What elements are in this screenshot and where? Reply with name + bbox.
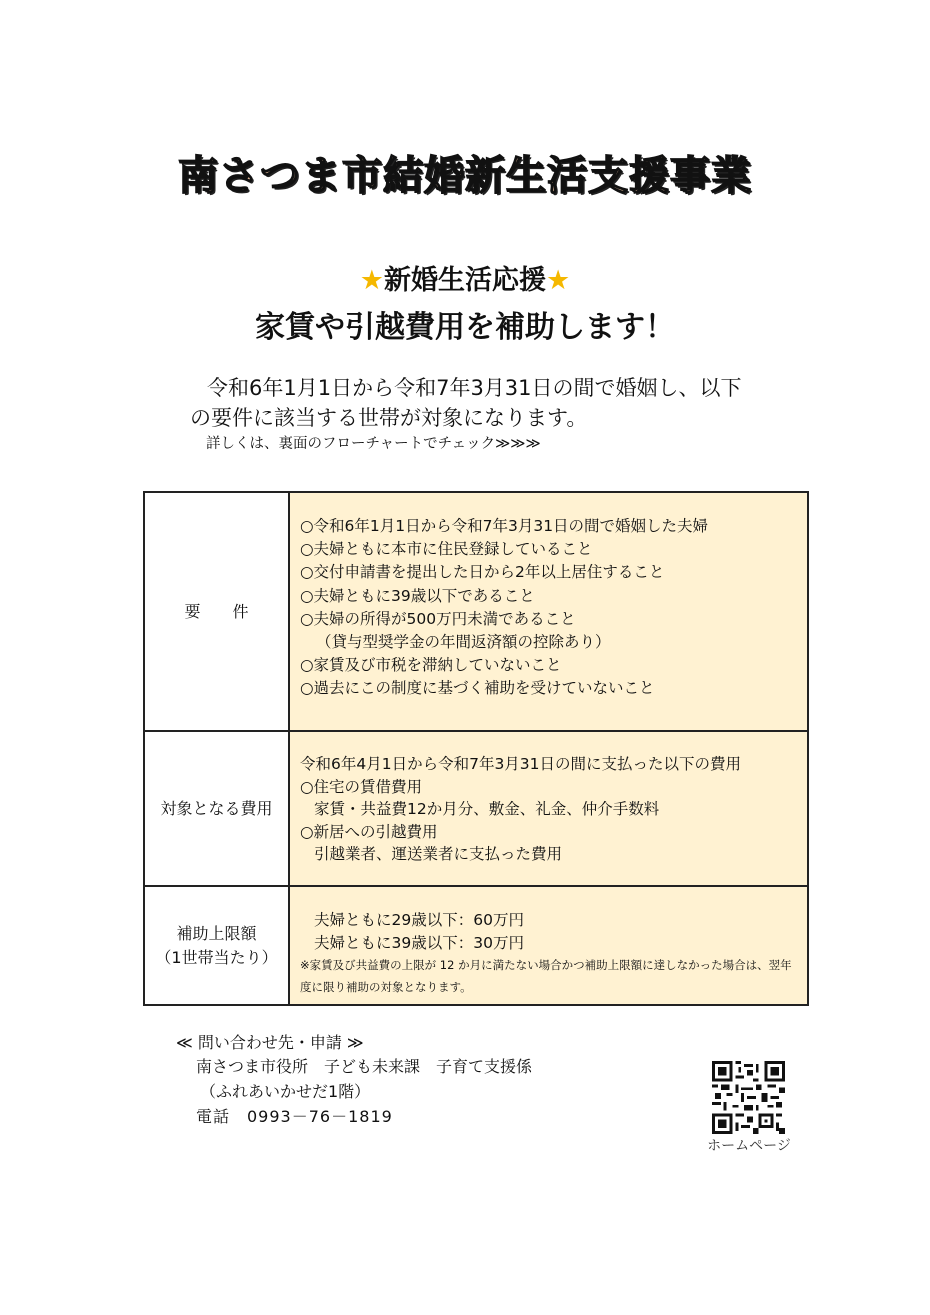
list-item: ○家賃及び市税を滞納していないこと (300, 656, 562, 675)
list-item-detail: 家賃・共益費12か月分、敷金、礼金、仲介手数料 (314, 800, 660, 818)
contact-location: （ふれあいかせだ1階） (200, 1082, 371, 1101)
star-icon: ★ (359, 265, 384, 296)
contact-heading: ≪ 問い合わせ先・申請 ≫ (176, 1033, 364, 1052)
list-item-detail: 引越業者、運送業者に支払った費用 (314, 845, 563, 863)
footnote: ※家賃及び共益費の上限が 12 か月に満たない場合かつ補助上限額に達しなかった場合は、翌年度に限り補助の対象となります。 (300, 958, 792, 994)
list-item: 夫婦ともに39歳以下：30万円 (314, 933, 524, 952)
headline-subtitle (0, 258, 930, 297)
requirements-table (143, 491, 809, 1006)
intro-line: 令和6年1月1日から令和7年3月31日の間で婚姻し、以下 (207, 376, 742, 400)
list-item: ○夫婦ともに本市に住民登録していること (300, 540, 593, 559)
table-row-requirements (145, 493, 807, 732)
list-item: 夫婦ともに29歳以下：60万円 (314, 911, 524, 929)
row-content (290, 887, 807, 1004)
row-label (145, 887, 290, 1004)
list-item: 令和6年4月1日から令和7年3月31日の間に支払った以下の費用 (300, 755, 742, 773)
row-label-line: 補助上限額 (176, 923, 257, 943)
list-item: ○令和6年1月1日から令和7年3月31日の間で婚姻した夫婦 (300, 517, 709, 535)
row-label-line: （1世帯当たり） (155, 947, 278, 967)
list-item: ○夫婦ともに39歳以下であること (300, 586, 535, 605)
qr-caption: ホームページ (707, 1138, 791, 1154)
contact-office: 南さつま市役所 子ども未来課 子育て支援係 (196, 1057, 533, 1076)
list-item: ○夫婦の所得が500万円未満であること (300, 609, 576, 628)
qr-code-icon[interactable] (712, 1061, 785, 1134)
list-item: ○住宅の賃借費用 (300, 777, 423, 796)
row-label: 要 件 (145, 493, 290, 730)
subtitle-text: 新婚生活応援 (384, 265, 546, 296)
contact-phone: 電話 0993－76－1819 (196, 1107, 393, 1126)
page-title: 南さつま市結婚新生活支援事業 (178, 153, 752, 199)
list-item: ○過去にこの制度に基づく補助を受けていないこと (300, 679, 655, 698)
intro-line: の要件に該当する世帯が対象になります。 (190, 406, 588, 430)
headline-main: 家賃や引越費用を補助します！ (255, 310, 675, 345)
intro-flowchart-note: 詳しくは、裏面のフローチャートでチェック≫≫≫ (206, 436, 541, 452)
row-label: 対象となる費用 (145, 732, 290, 885)
list-item-note: （貸与型奨学金の年間返済額の控除あり） (316, 633, 611, 652)
table-row-subsidy-limit (145, 887, 807, 1004)
table-row-eligible-costs (145, 732, 807, 887)
list-item: ○交付申請書を提出した日から2年以上居住すること (300, 563, 665, 582)
row-content (290, 493, 807, 730)
star-icon: ★ (546, 265, 571, 296)
list-item: ○新居への引越費用 (300, 822, 438, 841)
row-content (290, 732, 807, 885)
